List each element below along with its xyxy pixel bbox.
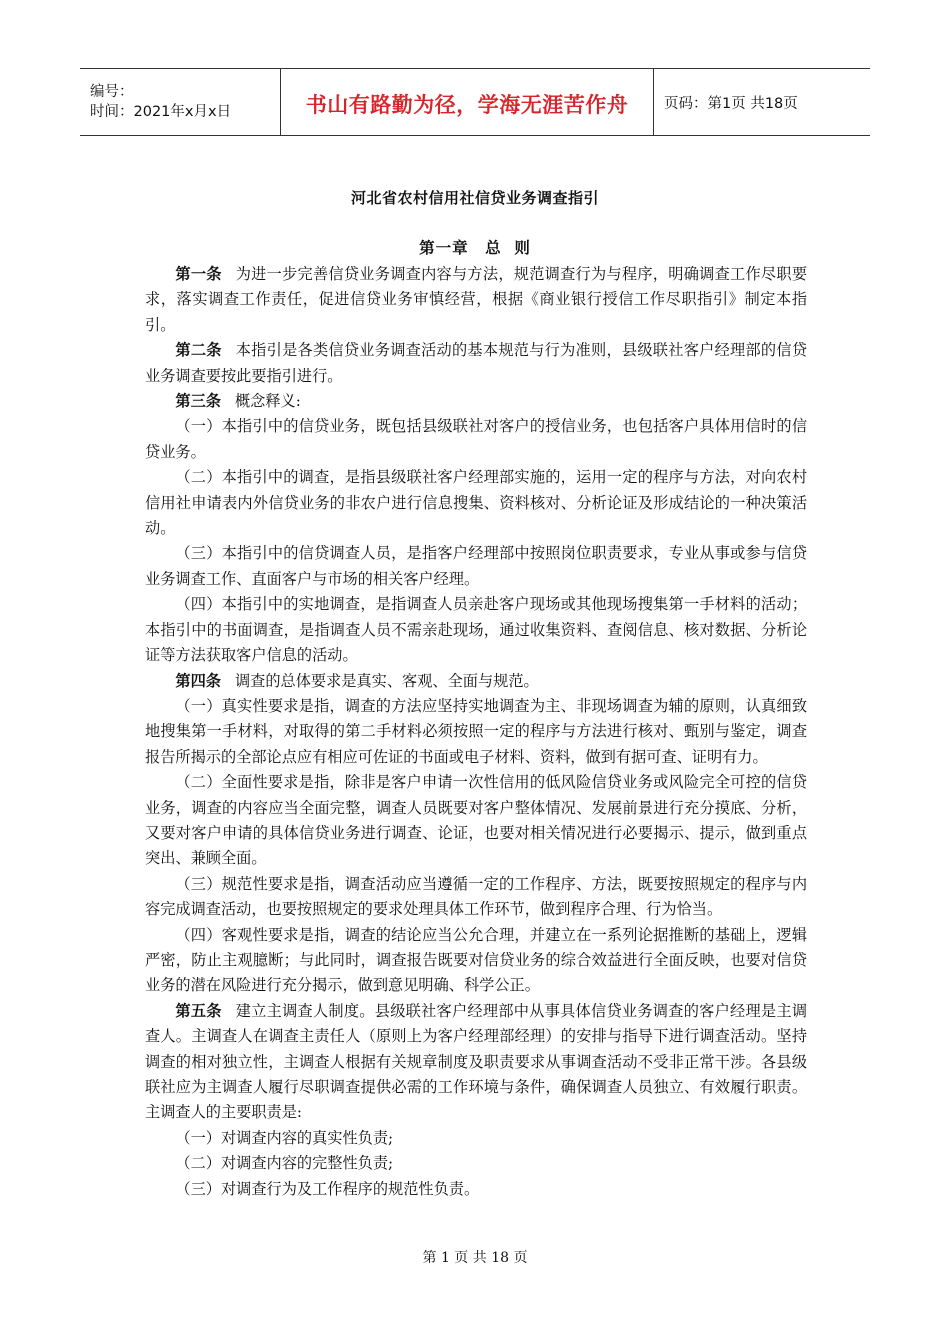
page-footer: 第 1 页 共 18 页 <box>422 1250 528 1266</box>
paragraph <box>145 262 807 338</box>
document-body <box>145 262 807 1202</box>
chapter-heading: 第一章 总 则 <box>419 239 531 257</box>
article-label: 第二条 <box>175 341 222 360</box>
paragraph <box>145 770 807 872</box>
paragraph <box>145 923 807 999</box>
paragraph <box>145 669 807 694</box>
paragraph-text: 本指引是各类信贷业务调查活动的基本规范与行为准则，县级联社客户经理部的信贷业务调查要按此要指引进行。 <box>145 341 808 385</box>
paragraph <box>145 999 807 1126</box>
paragraph <box>145 1126 807 1151</box>
paragraph-text: 为进一步完善信贷业务调查内容与方法，规范调查行为与程序，明确调查工作尽职要求，落实调查工作责任，促进信贷业务审慎经营，根据《商业银行授信工作尽职指引》制定本指引。 <box>145 265 808 334</box>
document-title: 河北省农村信用社信贷业务调查指引 <box>350 189 599 207</box>
paragraph-text: （一）本指引中的信贷业务，既包括县级联社对客户的授信业务，也包括客户具体用信时的信贷业务。 <box>145 417 807 461</box>
paragraph-text: （三）对调查行为及工作程序的规范性负责。 <box>175 1179 480 1198</box>
paragraph-text: （二）全面性要求是指，除非是客户申请一次性信用的低风险信贷业务或风险完全可控的信贷业务，调查的内容应当全面完整，调查人员既要对客户整体情况、发展前景进行充分摸底、分析，又要对客户申请的具体信贷业务进行调查、论证，也要对相关情况进行必要揭示、提示，做到重点突出、兼顾全面。 <box>145 773 807 868</box>
article-label: 第一条 <box>175 265 222 283</box>
motto-text: 书山有路勤为径，学海无涯苦作舟 <box>305 93 629 117</box>
paragraph-text: 概念释义: <box>234 392 301 411</box>
paragraph <box>145 389 807 414</box>
paragraph-text: （一）对调查内容的真实性负责; <box>175 1128 394 1147</box>
paragraph <box>145 872 807 923</box>
paragraph <box>145 592 807 668</box>
header-page-info <box>654 69 870 135</box>
paragraph-text: （二）对调查内容的完整性负责; <box>175 1154 394 1173</box>
paragraph-text: （四）客观性要求是指，调查的结论应当公允合理，并建立在一系列论据推断的基础上，逻辑严密，防止主观臆断；与此同时，调查报告既要对信贷业务的综合效益进行全面反映，也要对信贷业务的潜在风险进行充分揭示，做到意见明确、科学公正。 <box>145 925 807 995</box>
paragraph <box>145 338 807 389</box>
page-info-text: 页码：第1页 共18页 <box>664 95 798 112</box>
article-label: 第三条 <box>175 392 221 411</box>
date-label: 时间：2021年x月x日 <box>90 104 232 120</box>
paragraph <box>145 414 807 465</box>
article-label: 第五条 <box>175 1001 222 1020</box>
document-header <box>80 68 870 136</box>
paragraph-text: （一）真实性要求是指，调查的方法应坚持实地调查为主、非现场调查为辅的原则，认真细致地搜集第一手材料，对取得的第二手材料必须按照一定的程序与方法进行核对、甄别与鉴定，调查报告所揭示的全部论点应有相应可佐证的书面或电子材料、资料，做到有据可查、证明有力。 <box>145 696 807 766</box>
header-meta <box>80 69 280 135</box>
paragraph <box>145 694 807 770</box>
paragraph <box>145 1151 807 1176</box>
paragraph-text: （二）本指引中的调查，是指县级联社客户经理部实施的，运用一定的程序与方法，对向农村信用社申请表内外信贷业务的非农户进行信息搜集、资料核对、分析论证及形成结论的一种决策活动。 <box>145 468 807 538</box>
paragraph-text: （三）本指引中的信贷调查人员，是指客户经理部中按照岗位职责要求，专业从事或参与信贷业务调查工作、直面客户与市场的相关客户经理。 <box>145 544 807 588</box>
number-label: 编号： <box>90 84 134 100</box>
paragraph <box>145 541 807 592</box>
article-label: 第四条 <box>175 671 221 690</box>
paragraph <box>145 1177 807 1202</box>
paragraph-text: （三）规范性要求是指，调查活动应当遵循一定的工作程序、方法，既要按照规定的程序与内容完成调查活动，也要按照规定的要求处理具体工作环节，做到程序合理、行为恰当。 <box>145 874 807 919</box>
header-motto <box>280 69 654 135</box>
paragraph <box>145 465 807 541</box>
paragraph-text: 调查的总体要求是真实、客观、全面与规范。 <box>234 671 539 690</box>
paragraph-text: 建立主调查人制度。县级联社客户经理部中从事具体信贷业务调查的客户经理是主调查人。主调查人在调查主责任人（原则上为客户经理部经理）的安排与指导下进行调查活动。坚持调查的相对独立性，主调查人根据有关规章制度及职责要求从事调查活动不受非正常干涉。各县级联社应为主调查人履行尽职调查提供必需的工作环境与条件，确保调查人员独立、有效履行职责。主调查人的主要职责是: <box>145 1001 808 1122</box>
paragraph-text: （四）本指引中的实地调查，是指调查人员亲赴客户现场或其他现场搜集第一手材料的活动；本指引中的书面调查，是指调查人员不需亲赴现场，通过收集资料、查阅信息、核对数据、分析论证等方法获取客户信息的活动。 <box>145 595 807 665</box>
